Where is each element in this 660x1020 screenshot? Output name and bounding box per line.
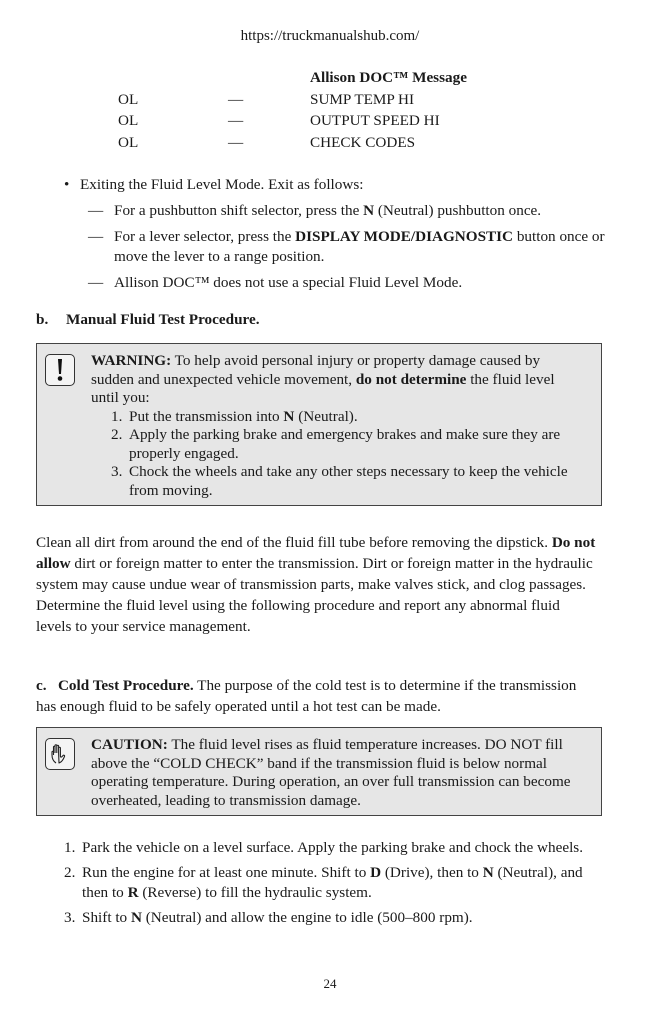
clean-paragraph bbox=[36, 532, 596, 637]
section-letter: c. bbox=[36, 677, 47, 694]
item-text: Allison DOC™ does not use a special Fluid Level Mode. bbox=[114, 273, 463, 291]
section-letter: b. bbox=[36, 311, 49, 328]
step-text: Park the vehicle on a level surface. Apply the parking brake and chock the wheels. bbox=[82, 839, 584, 856]
list-item bbox=[64, 908, 604, 929]
step-number: 3. bbox=[111, 463, 123, 480]
list-item bbox=[64, 838, 604, 859]
paragraph-bold: Do not allow bbox=[36, 534, 596, 572]
bullet-text: Exiting the Fluid Level Mode. Exit as follows: bbox=[80, 176, 364, 193]
warning-label: WARNING: bbox=[91, 352, 172, 369]
step-text: (Neutral), and then to bbox=[82, 863, 583, 901]
warning-body: To help avoid personal injury or property damage caused by sudden and unexpected vehicle movement, bbox=[91, 352, 541, 388]
step-text: (Neutral) and allow the engine to idle (500–800 rpm). bbox=[141, 908, 473, 926]
section-b-heading bbox=[36, 311, 260, 329]
bullet-icon: • bbox=[64, 176, 70, 193]
row-message: OUTPUT SPEED HI bbox=[310, 112, 440, 129]
item-text: For a pushbutton shift selector, press the bbox=[114, 202, 364, 219]
dash-marker: — bbox=[88, 273, 104, 291]
warning-steps bbox=[111, 408, 581, 501]
item-text: button once or move the lever to a range position. bbox=[114, 227, 605, 265]
section-c-paragraph bbox=[36, 675, 596, 717]
exclamation-icon bbox=[45, 354, 75, 386]
step-number: 2. bbox=[64, 863, 76, 881]
row-dash: — bbox=[228, 112, 244, 129]
step-text: (Reverse) to fill the hydraulic system. bbox=[138, 884, 372, 901]
table-row bbox=[118, 110, 550, 132]
step-number: 3. bbox=[64, 908, 76, 926]
step-bold: D bbox=[370, 863, 382, 881]
paragraph-text: Clean all dirt from around the end of the fluid fill tube before removing the dipstick. bbox=[36, 534, 552, 551]
dash-list bbox=[88, 201, 624, 293]
step-text: Apply the parking brake and emergency brakes and make sure they are properly engaged. bbox=[129, 426, 561, 462]
row-code: OL bbox=[118, 133, 139, 151]
section-title: Manual Fluid Test Procedure. bbox=[66, 311, 260, 328]
row-code: OL bbox=[118, 90, 139, 108]
warning-body: the fluid level until you: bbox=[91, 370, 555, 406]
row-message: SUMP TEMP HI bbox=[310, 90, 415, 108]
warning-emphasis: do not determine bbox=[355, 370, 467, 388]
paragraph-text: dirt or foreign matter to enter the transmission. Dirt or foreign matter in the hydraulic system may cause undue wear of transmission parts, make valves stick, and clog passages. Determine the fluid level using the following procedure and report any abnormal fluid levels to your service management. bbox=[36, 555, 593, 635]
item-text: (Neutral) pushbutton once. bbox=[374, 202, 542, 219]
step-text: (Drive), then to bbox=[381, 863, 483, 881]
list-item bbox=[111, 408, 581, 427]
step-bold: N bbox=[130, 908, 142, 926]
table-row bbox=[118, 89, 550, 111]
dash-marker: — bbox=[88, 202, 104, 219]
list-item bbox=[111, 426, 581, 463]
warning-text bbox=[91, 352, 581, 500]
item-text: For a lever selector, press the bbox=[114, 227, 296, 245]
list-item bbox=[88, 273, 624, 294]
row-dash: — bbox=[228, 133, 244, 151]
hand-icon bbox=[45, 738, 75, 770]
caution-body: The fluid level rises as fluid temperature increases. DO NOT fill above the “COLD CHECK” band if the transmission fluid is below normal operating temperature. During operation, an over full transmission can become overheated, leading to transmission damage. bbox=[91, 736, 571, 809]
bullet-item bbox=[64, 175, 624, 195]
step-number: 1. bbox=[111, 407, 123, 425]
step-text: Put the transmission into bbox=[129, 407, 284, 425]
exiting-section bbox=[64, 175, 624, 298]
item-bold: N bbox=[363, 202, 375, 219]
message-table bbox=[118, 67, 550, 153]
caution-box bbox=[36, 727, 602, 816]
step-bold: N bbox=[283, 407, 295, 425]
message-table-header bbox=[118, 67, 550, 89]
step-bold: N bbox=[482, 863, 494, 881]
caution-text bbox=[91, 736, 581, 810]
row-message: CHECK CODES bbox=[310, 133, 416, 151]
warning-box bbox=[36, 343, 602, 506]
dash-marker: — bbox=[88, 227, 104, 245]
paragraph-text: The purpose of the cold test is to determine if the transmission has enough fluid to be safely operated until a hot test can be made. bbox=[36, 677, 577, 715]
step-text: Run the engine for at least one minute. Shift to bbox=[82, 863, 371, 881]
step-bold: R bbox=[127, 884, 139, 901]
caution-label: CAUTION: bbox=[91, 736, 168, 753]
step-text: Chock the wheels and take any other steps necessary to keep the vehicle from moving. bbox=[129, 463, 568, 499]
header-url[interactable]: https://truckmanualshub.com/ bbox=[240, 28, 420, 44]
message-column-header: Allison DOC™ Message bbox=[310, 69, 467, 86]
row-code: OL bbox=[118, 112, 139, 129]
section-title: Cold Test Procedure. bbox=[57, 677, 194, 694]
table-row bbox=[118, 132, 550, 154]
page-number: 24 bbox=[323, 976, 337, 991]
cold-test-steps bbox=[64, 838, 604, 932]
step-number: 2. bbox=[111, 426, 123, 443]
list-item bbox=[88, 227, 624, 268]
list-item bbox=[64, 863, 604, 904]
row-dash: — bbox=[228, 90, 244, 108]
list-item bbox=[88, 201, 624, 222]
list-item bbox=[111, 463, 581, 500]
step-text: Shift to bbox=[82, 908, 131, 926]
step-text: (Neutral). bbox=[294, 407, 358, 425]
step-number: 1. bbox=[64, 839, 76, 856]
item-bold: DISPLAY MODE/DIAGNOSTIC bbox=[295, 227, 514, 245]
